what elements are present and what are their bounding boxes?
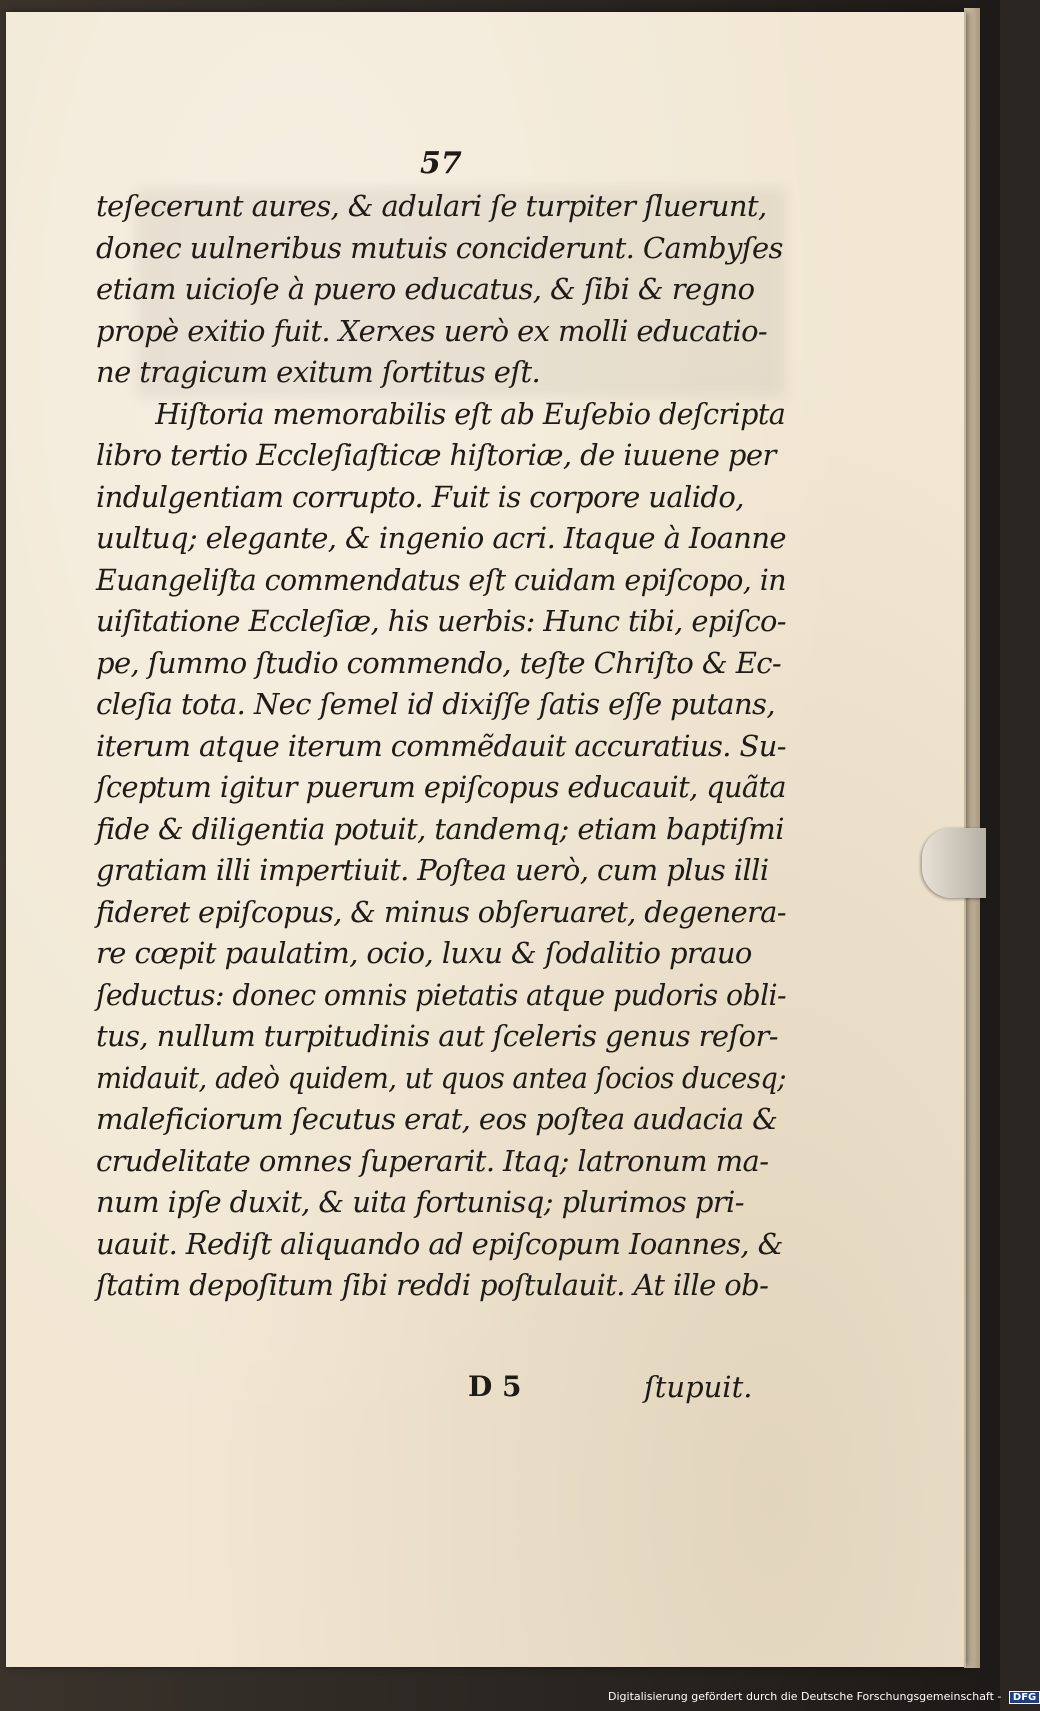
page-number: 57 <box>420 146 462 181</box>
text-line: num ipſe duxit, & uita fortunisq; plurimos pri- <box>96 1185 744 1219</box>
text-line: uultuq; elegante, & ingenio acri. Itaque à Ioanne <box>96 521 786 555</box>
text-line: gratiam illi impertiuit. Poſtea uerò, cum plus illi <box>96 853 769 887</box>
dfg-logo-icon: DFG <box>1009 1691 1040 1704</box>
page-clip <box>922 828 986 898</box>
credit-text: Digitalisierung gefördert durch die Deutsche Forschungsgemeinschaft - <box>608 1690 1002 1703</box>
text-line: propè exitio fuit. Xerxes uerò ex molli educatio- <box>96 313 768 348</box>
body-text <box>96 186 786 1307</box>
text-line: ſceptum igitur puerum epiſcopus educauit, quãta <box>96 770 786 804</box>
text-line: ſtatim depoſitum ſibi reddi poſtulauit. At ille ob- <box>96 1268 769 1302</box>
text-line: fideret epiſcopus, & minus obſeruaret, degenera- <box>96 894 786 929</box>
text-line: libro tertio Eccleſiaſticæ hiſtoriæ, de iuuene per <box>96 438 776 472</box>
text-line: ſeductus: donec omnis pietatis atque pudoris obli- <box>96 977 787 1012</box>
text-line: iterum atque iterum commẽdauit accuratius. Su- <box>96 728 786 763</box>
text-line: Euangeliſta commendatus eſt cuidam epiſcopo, in <box>96 562 786 597</box>
text-line: uiſitatione Eccleſiæ, his uerbis: Hunc tibi, epiſco- <box>96 604 786 638</box>
digitization-credit <box>608 1690 1040 1704</box>
text-line: maleficiorum ſecutus erat, eos poſtea audacia & <box>96 1102 778 1136</box>
text-line: pe, ſummo ſtudio commendo, teſte Chriſto & Ec- <box>96 645 782 680</box>
text-line: indulgentiam corrupto. Fuit is corpore ualido, <box>96 479 744 514</box>
text-line: crudelitate omnes ſuperarit. Itaq; latronum ma- <box>96 1143 769 1178</box>
text-line: fide & diligentia potuit, tandemq; etiam baptiſmi <box>96 811 784 846</box>
text-line: etiam uicioſe à puero educatus, & ſibi & regno <box>96 272 755 306</box>
text-line: donec uulneribus mutuis conciderunt. Cambyſes <box>96 230 783 265</box>
text-line: cleſia tota. Nec ſemel id dixiſſe ſatis eſſe putans, <box>96 687 775 721</box>
text-line: re cœpit paulatim, ocio, luxu & ſodalitio prauo <box>96 936 752 970</box>
text-line: midauit, adeò quidem, ut quos antea ſocios ducesq; <box>96 1060 787 1095</box>
signature-mark: D 5 <box>468 1370 522 1403</box>
paragraph-start-line: Hiſtoria memorabilis eſt ab Euſebio deſcripta <box>155 396 786 431</box>
text-line: uauit. Rediſt aliquando ad epiſcopum Ioannes, & <box>96 1226 783 1261</box>
text-line: ne tragicum exitum ſortitus eſt. <box>96 355 541 389</box>
catchword: ſtupuit. <box>644 1370 753 1404</box>
text-line: tus, nullum turpitudinis aut ſceleris genus reſor- <box>96 1019 778 1053</box>
text-line: teſecerunt aures, & adulari ſe turpiter ſluerunt, <box>96 189 767 223</box>
